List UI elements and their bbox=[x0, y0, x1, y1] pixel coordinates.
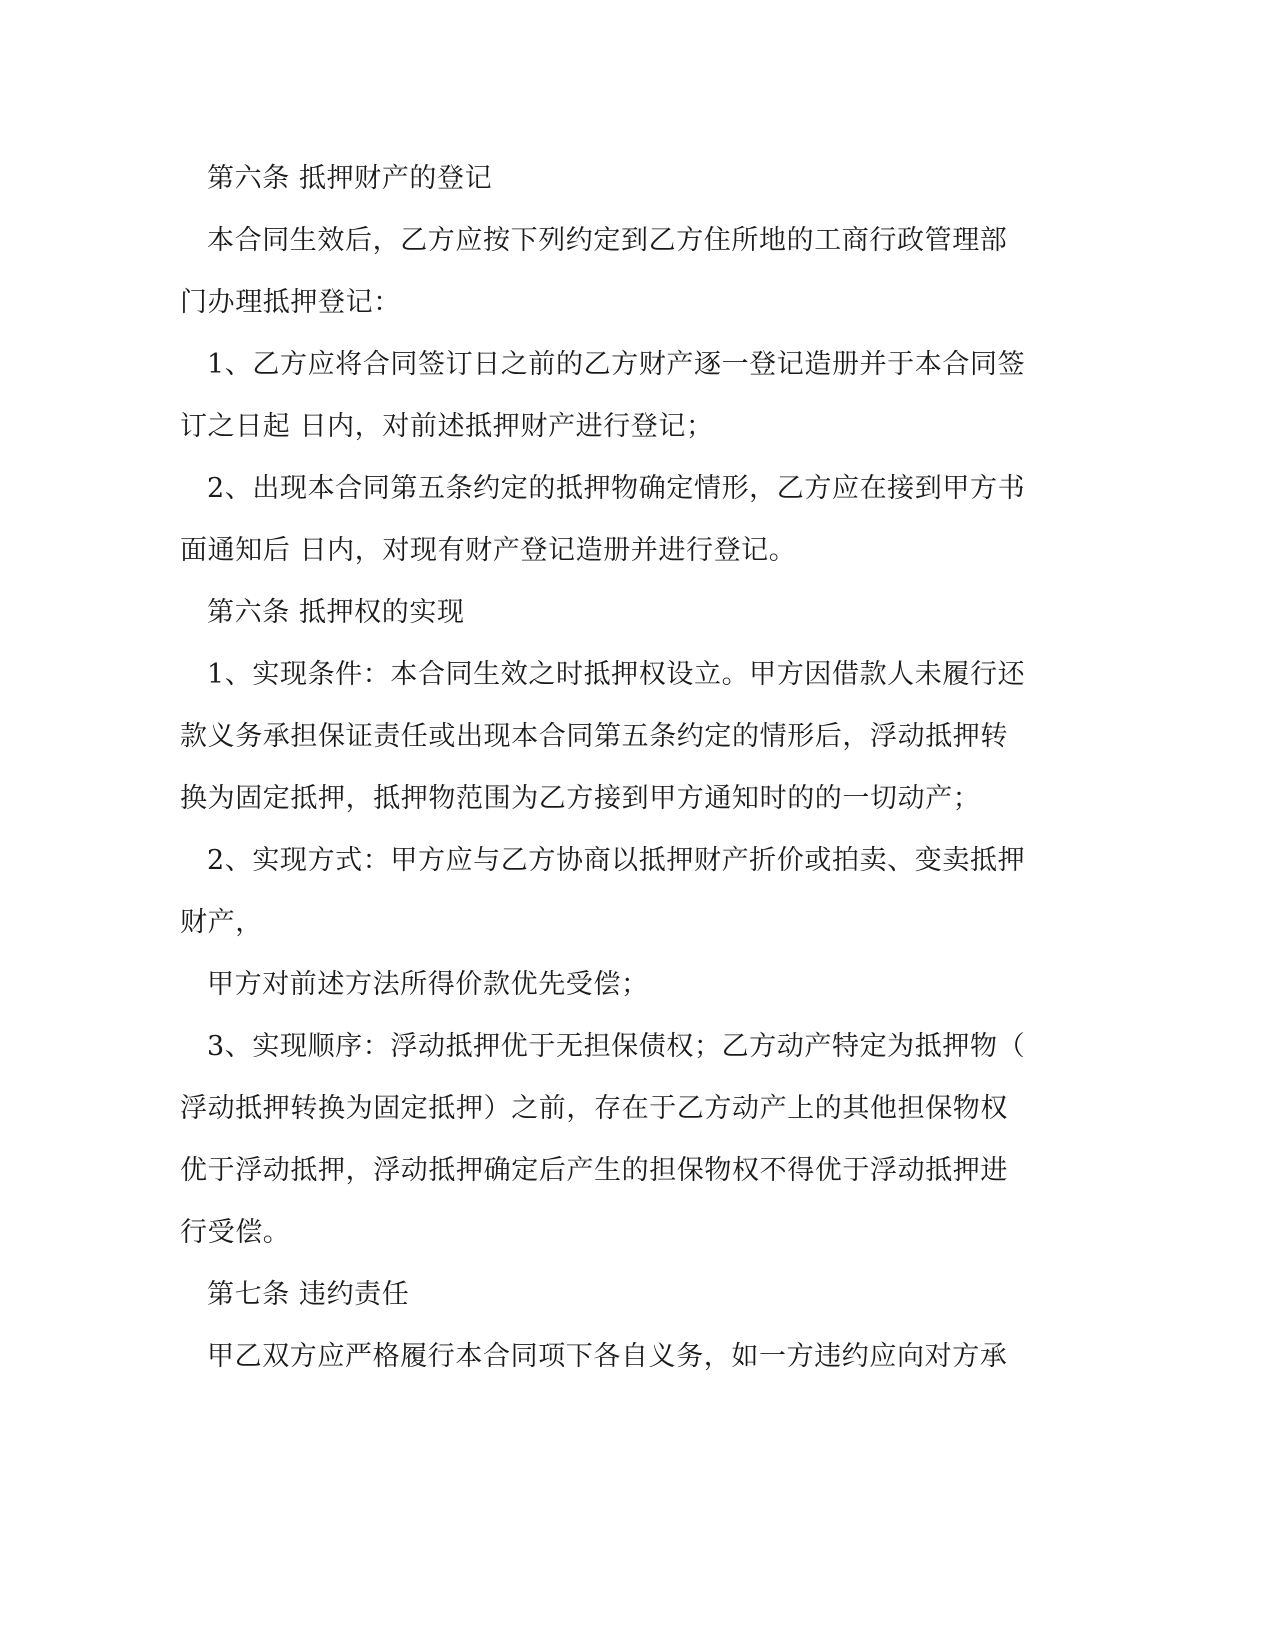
article-heading: 第七条 违约责任 bbox=[207, 1279, 410, 1310]
paragraph-line: 2、出现本合同第五条约定的抵押物确定情形，乙方应在接到甲方书 bbox=[207, 473, 1026, 504]
paragraph-line: 款义务承担保证责任或出现本合同第五条约定的情形后，浮动抵押转 bbox=[180, 721, 1008, 752]
paragraph-line: 门办理抵押登记： bbox=[180, 287, 401, 318]
paragraph-line: 优于浮动抵押，浮动抵押确定后产生的担保物权不得优于浮动抵押进 bbox=[180, 1155, 1008, 1186]
paragraph-line: 1、乙方应将合同签订日之前的乙方财产逐一登记造册并于本合同签 bbox=[207, 349, 1026, 380]
paragraph-line: 订之日起 日内，对前述抵押财产进行登记； bbox=[180, 411, 714, 442]
paragraph-line: 甲乙双方应严格履行本合同项下各自义务，如一方违约应向对方承 bbox=[207, 1341, 1008, 1372]
paragraph-line: 1、实现条件：本合同生效之时抵押权设立。甲方因借款人未履行还 bbox=[207, 659, 1026, 690]
paragraph-line: 财产， bbox=[180, 907, 263, 938]
paragraph-line: 面通知后 日内，对现有财产登记造册并进行登记。 bbox=[180, 535, 797, 566]
paragraph-line: 本合同生效后，乙方应按下列约定到乙方住所地的工商行政管理部 bbox=[207, 225, 1008, 256]
article-heading: 第六条 抵押财产的登记 bbox=[207, 163, 493, 194]
paragraph-line: 3、实现顺序：浮动抵押优于无担保债权；乙方动产特定为抵押物（ bbox=[207, 1031, 1026, 1062]
paragraph-line: 浮动抵押转换为固定抵押）之前，存在于乙方动产上的其他担保物权 bbox=[180, 1093, 1008, 1124]
paragraph-line: 换为固定抵押，抵押物范围为乙方接到甲方通知时的的一切动产； bbox=[180, 783, 981, 814]
paragraph-line: 甲方对前述方法所得价款优先受偿； bbox=[207, 969, 649, 1000]
article-heading: 第六条 抵押权的实现 bbox=[207, 597, 465, 628]
paragraph-line: 2、实现方式：甲方应与乙方协商以抵押财产折价或拍卖、变卖抵押 bbox=[207, 845, 1026, 876]
paragraph-line: 行受偿。 bbox=[180, 1217, 291, 1248]
